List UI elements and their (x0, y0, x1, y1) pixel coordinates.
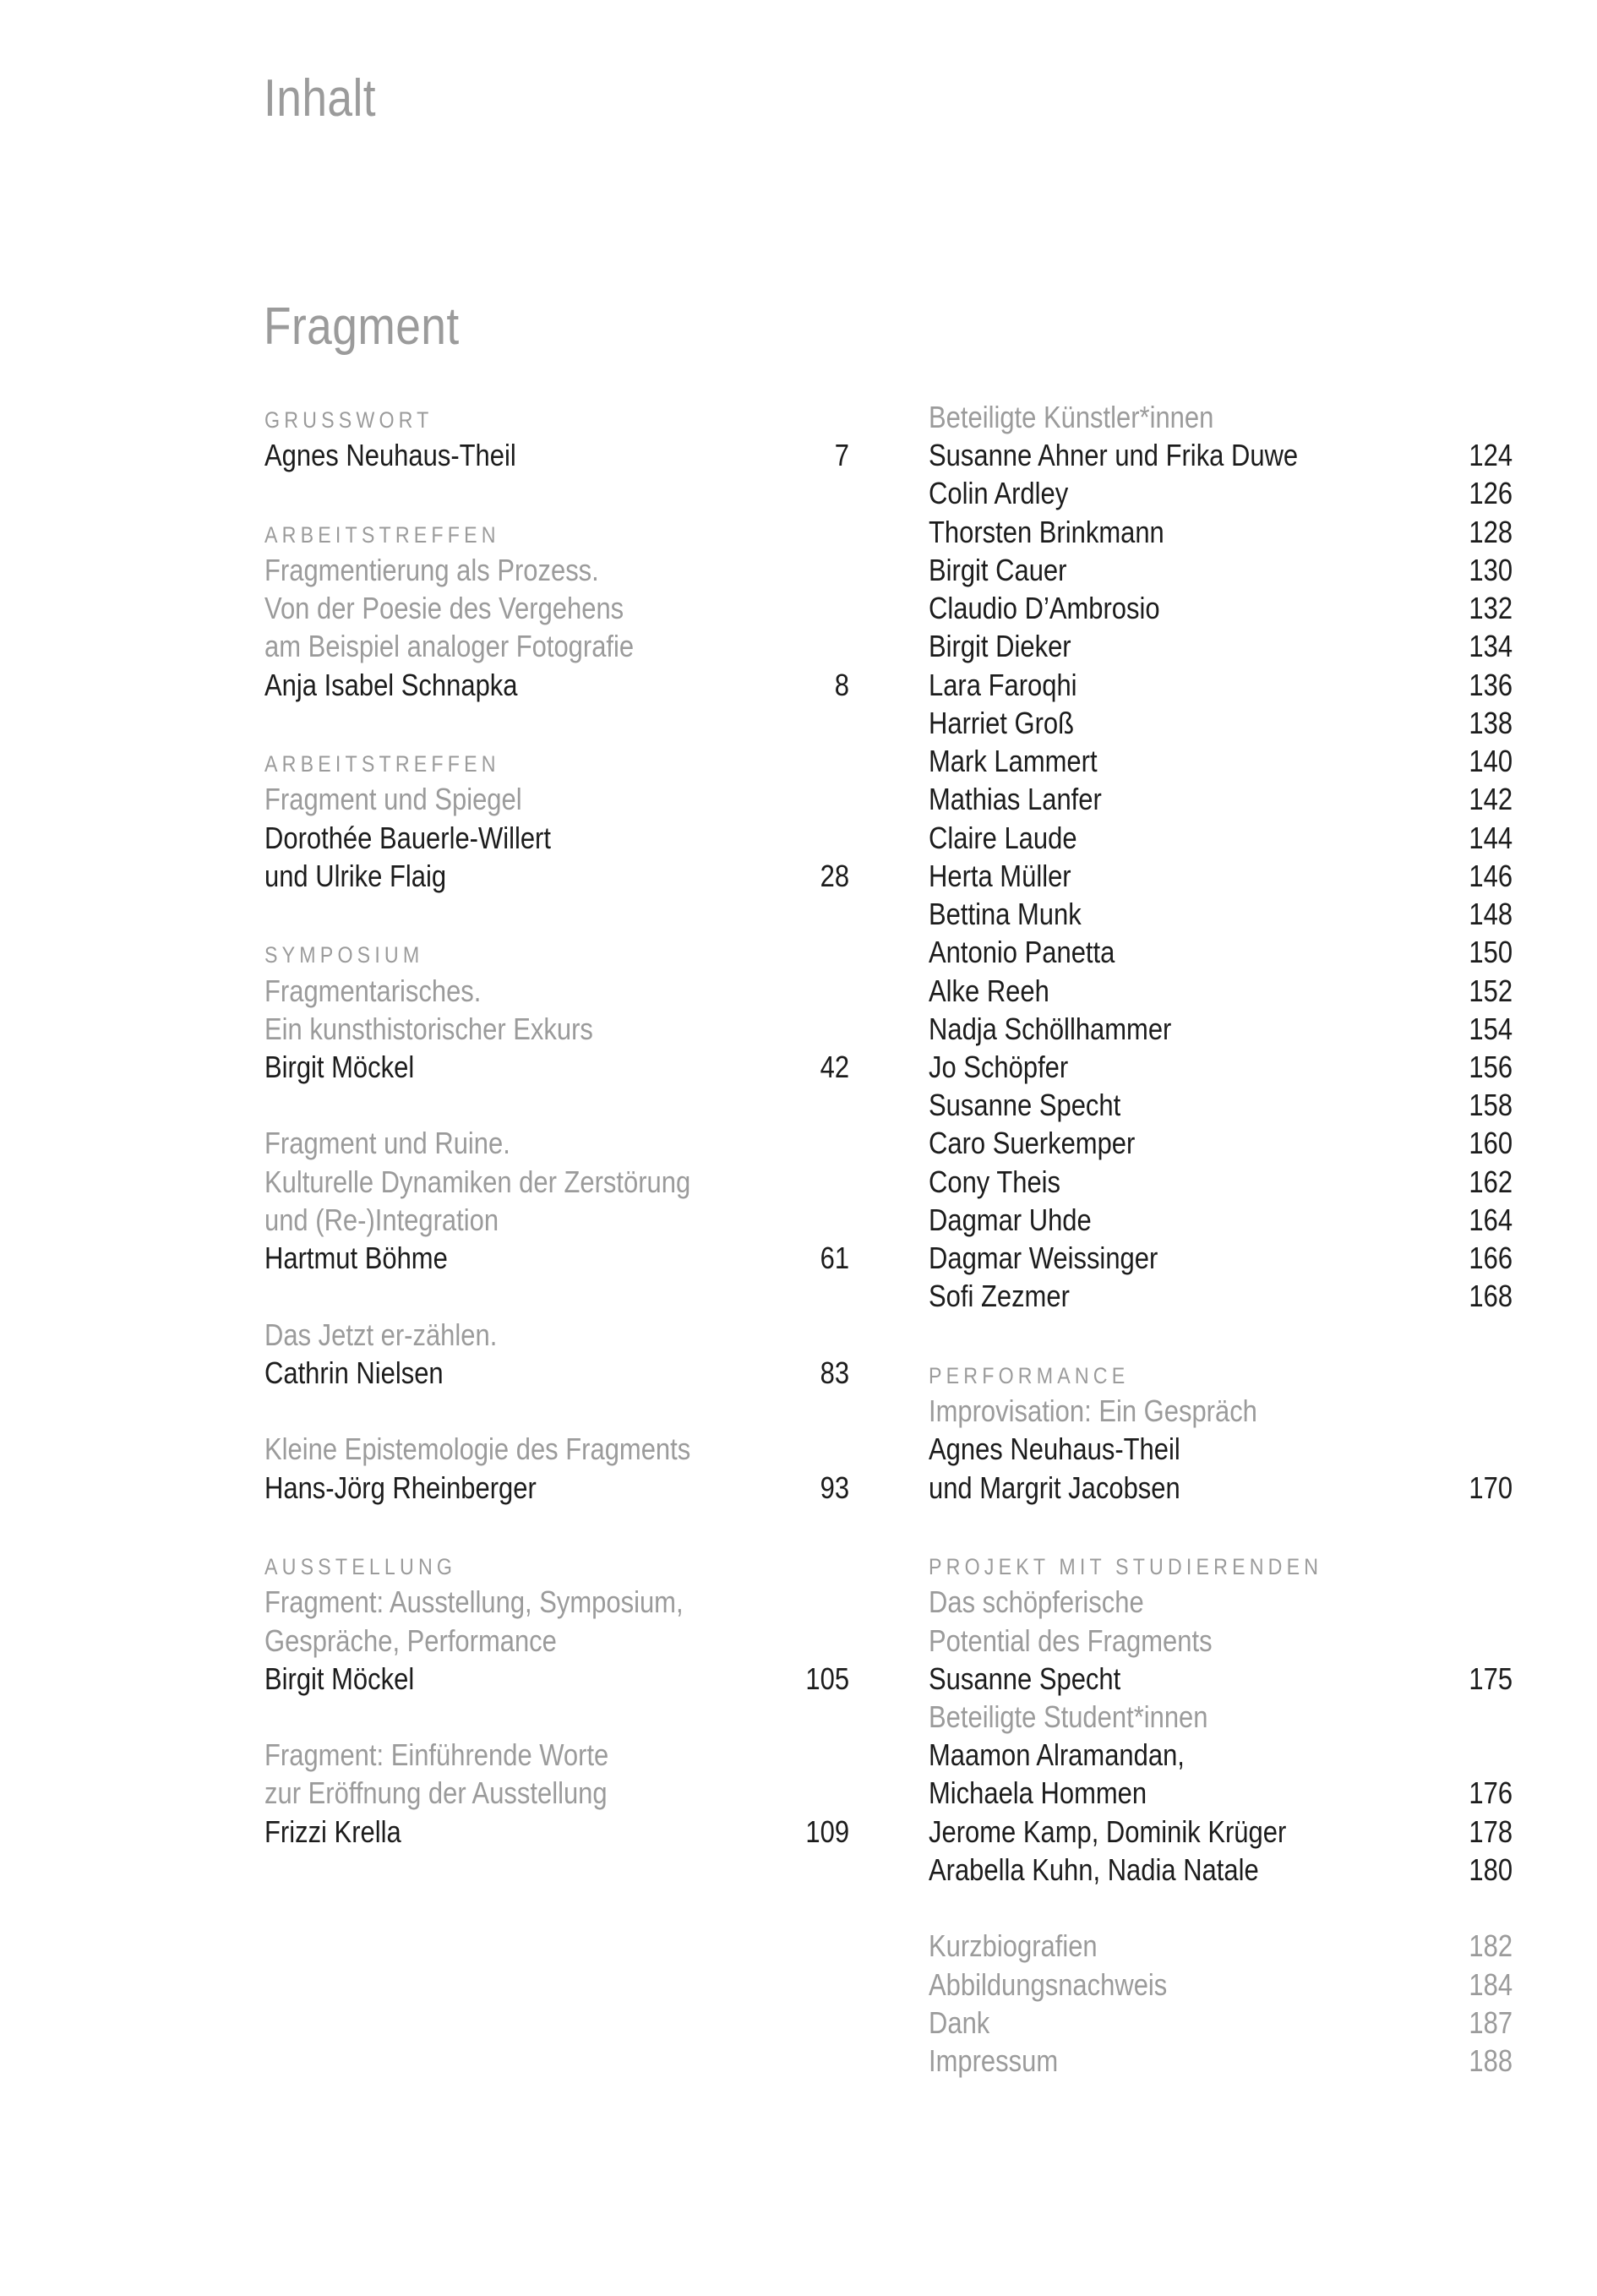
toc-text: Susanne Ahner und Frika Duwe (929, 438, 1299, 473)
page-number: 93 (820, 1470, 849, 1505)
toc-text: Agnes Neuhaus-Theil (929, 1432, 1180, 1467)
toc-entry-author[interactable] (929, 436, 1513, 474)
toc-section-label (264, 742, 849, 780)
toc-text: und (Re-)Integration (264, 1202, 499, 1237)
toc-entry-author[interactable] (264, 1239, 849, 1277)
toc-entry-title (264, 1583, 849, 1621)
toc-right-column (929, 398, 1513, 2080)
toc-entry-title (264, 589, 849, 627)
toc-text: und Ulrike Flaig (264, 858, 447, 893)
toc-text: Impressum (929, 2043, 1059, 2079)
toc-text: Jo Schöpfer (929, 1049, 1069, 1084)
toc-entry-title (929, 1392, 1513, 1430)
toc-entry-author[interactable] (929, 1239, 1513, 1277)
page-number: 126 (1469, 476, 1513, 511)
page-number: 170 (1469, 1470, 1513, 1505)
toc-text: Improvisation: Ein Gespräch (929, 1393, 1257, 1429)
toc-entry-author[interactable] (929, 1469, 1513, 1507)
toc-text: Agnes Neuhaus-Theil (264, 438, 516, 473)
toc-text: Sofi Zezmer (929, 1279, 1070, 1314)
spacer (264, 474, 849, 512)
toc-entry-author[interactable] (929, 742, 1513, 780)
spacer (264, 704, 849, 742)
toc-entry-author[interactable] (929, 857, 1513, 895)
toc-entry-title (264, 1774, 849, 1812)
toc-text: Kulturelle Dynamiken der Zerstörung (264, 1164, 691, 1199)
page-number: 42 (820, 1049, 849, 1084)
toc-entry-title (264, 972, 849, 1010)
toc-entry-author[interactable] (929, 780, 1513, 818)
toc-text: Cathrin Nielsen (264, 1355, 444, 1390)
toc-entry-author[interactable] (929, 666, 1513, 704)
toc-text: Birgit Cauer (929, 552, 1067, 587)
toc-entry-title (264, 627, 849, 665)
page-number: 8 (834, 667, 849, 702)
toc-text: Maamon Alramandan, (929, 1737, 1185, 1773)
toc-appendix-entry[interactable] (929, 2004, 1513, 2042)
toc-text: Fragment: Ausstellung, Symposium, (264, 1584, 684, 1620)
toc-text: Birgit Möckel (264, 1049, 415, 1084)
page-number: 158 (1469, 1088, 1513, 1123)
toc-text: Lara Faroqhi (929, 667, 1077, 702)
toc-text: Herta Müller (929, 858, 1071, 893)
toc-entry-title (264, 1201, 849, 1239)
toc-text: Das Jetzt er-zählen. (264, 1317, 498, 1352)
toc-entry-author[interactable] (929, 1813, 1513, 1851)
toc-entry-author[interactable] (929, 589, 1513, 627)
page-number: 178 (1469, 1813, 1513, 1849)
toc-text: Jerome Kamp, Dominik Krüger (929, 1813, 1287, 1849)
toc-text: Bettina Munk (929, 897, 1082, 932)
toc-text: Harriet Groß (929, 705, 1075, 740)
page-number: 28 (820, 858, 849, 893)
toc-appendix-entry[interactable] (929, 1966, 1513, 2004)
toc-entry-author[interactable] (929, 895, 1513, 933)
page-number: 109 (805, 1813, 849, 1849)
toc-entry-author[interactable] (929, 1851, 1513, 1889)
page-number: 140 (1469, 744, 1513, 779)
toc-text: Kurzbiografien (929, 1928, 1098, 1964)
toc-appendix-entry[interactable] (929, 2042, 1513, 2080)
page-title: Inhalt (264, 69, 377, 128)
toc-text: Kleine Epistemologie des Fragments (264, 1432, 691, 1467)
toc-text: Antonio Panetta (929, 935, 1115, 970)
toc-entry-author[interactable] (264, 857, 849, 895)
spacer (264, 895, 849, 933)
toc-text: Dank (929, 2004, 990, 2040)
toc-entry-title (264, 1430, 849, 1468)
toc-entry-author[interactable] (929, 1010, 1513, 1048)
toc-text: Dagmar Uhde (929, 1202, 1092, 1237)
toc-entry-author (929, 1430, 1513, 1468)
toc-entry-author (929, 1736, 1513, 1774)
page-number: 164 (1469, 1202, 1513, 1237)
toc-text: Susanne Specht (929, 1661, 1121, 1696)
toc-entry-author[interactable] (929, 627, 1513, 665)
toc-text: Birgit Dieker (929, 629, 1071, 664)
toc-entry-title (264, 1010, 849, 1048)
toc-text: Beteiligte Künstler*innen (929, 400, 1214, 434)
toc-section-label (264, 933, 849, 971)
page-number: 105 (805, 1661, 849, 1696)
page-number: 83 (820, 1355, 849, 1390)
toc-text: Ein kunsthistorischer Exkurs (264, 1011, 593, 1046)
toc-entry-author[interactable] (929, 1086, 1513, 1124)
spacer (264, 1392, 849, 1430)
toc-entry-author[interactable] (264, 1469, 849, 1507)
toc-text: ARBEITSTREFFEN (264, 521, 500, 548)
toc-text: Abbildungsnachweis (929, 1966, 1168, 2002)
toc-entry-author[interactable] (929, 972, 1513, 1010)
toc-text: GRUSSWORT (264, 407, 433, 433)
toc-text: Von der Poesie des Vergehens (264, 591, 624, 626)
toc-entry-title (264, 1736, 849, 1774)
toc-entry-author[interactable] (929, 1163, 1513, 1201)
toc-entry-author[interactable] (929, 1277, 1513, 1315)
toc-text: Caro Suerkemper (929, 1126, 1136, 1161)
toc-section-label (264, 398, 849, 436)
page-number: 176 (1469, 1775, 1513, 1811)
page-number: 168 (1469, 1279, 1513, 1314)
toc-entry-author[interactable] (264, 666, 849, 704)
toc-entry-author[interactable] (929, 1048, 1513, 1086)
toc-entry-author[interactable] (929, 704, 1513, 742)
page-number: 144 (1469, 820, 1513, 855)
page-number: 142 (1469, 782, 1513, 817)
page-number: 152 (1469, 973, 1513, 1008)
toc-text: Potential des Fragments (929, 1622, 1213, 1658)
toc-text: Birgit Möckel (264, 1661, 415, 1696)
toc-left-column (264, 398, 849, 1851)
toc-text: Fragment und Ruine. (264, 1126, 510, 1161)
spacer (264, 1277, 849, 1315)
toc-text: Mark Lammert (929, 744, 1098, 779)
page-number: 136 (1469, 667, 1513, 702)
spacer (264, 1086, 849, 1124)
toc-text: Fragment und Spiegel (264, 782, 522, 817)
toc-entry-title (929, 1698, 1513, 1736)
toc-entry-title (264, 780, 849, 818)
toc-entry-author[interactable] (264, 1660, 849, 1698)
page-number: 148 (1469, 897, 1513, 932)
toc-text: Thorsten Brinkmann (929, 514, 1164, 549)
toc-entry-author[interactable] (929, 933, 1513, 971)
page-number: 154 (1469, 1011, 1513, 1046)
toc-text: SYMPOSIUM (264, 942, 424, 968)
toc-entry-title (264, 1622, 849, 1660)
toc-section-label (264, 1545, 849, 1583)
toc-text: ARBEITSTREFFEN (264, 751, 500, 777)
toc-text: Das schöpferische (929, 1584, 1144, 1620)
toc-entry-title (929, 1583, 1513, 1621)
page-number: 162 (1469, 1164, 1513, 1199)
toc-entry-title (264, 1163, 849, 1201)
toc-entry-author[interactable] (929, 513, 1513, 551)
toc-text: Frizzi Krella (264, 1813, 401, 1849)
spacer (929, 1316, 1513, 1354)
toc-text: Gespräche, Performance (264, 1622, 557, 1658)
toc-text: Alke Reeh (929, 973, 1049, 1008)
toc-text: zur Eröffnung der Ausstellung (264, 1775, 608, 1811)
toc-text: am Beispiel analoger Fotografie (264, 629, 635, 664)
toc-entry-title (264, 1124, 849, 1162)
spacer (929, 1889, 1513, 1927)
toc-text: Dagmar Weissinger (929, 1241, 1158, 1276)
page-number: 187 (1469, 2004, 1513, 2040)
toc-text: Hartmut Böhme (264, 1241, 448, 1276)
toc-entry-title (929, 1622, 1513, 1660)
toc-entry-title (264, 1316, 849, 1354)
toc-section-label (264, 513, 849, 551)
page-number: 146 (1469, 858, 1513, 893)
toc-text: Anja Isabel Schnapka (264, 667, 518, 702)
toc-text: Colin Ardley (929, 476, 1069, 511)
page-number: 132 (1469, 591, 1513, 626)
page-number: 61 (820, 1241, 849, 1276)
page-number: 182 (1469, 1928, 1513, 1964)
toc-text: PERFORMANCE (929, 1362, 1130, 1388)
toc-text: Claire Laude (929, 820, 1077, 855)
page-number: 134 (1469, 629, 1513, 664)
toc-entry-author[interactable] (264, 436, 849, 474)
toc-section-label (929, 1545, 1513, 1583)
toc-text: Fragmentarisches. (264, 973, 482, 1008)
toc-entry-author (264, 819, 849, 857)
toc-entry-title (264, 551, 849, 589)
page-number: 184 (1469, 1966, 1513, 2002)
toc-entry-author[interactable] (264, 1354, 849, 1392)
page-number: 150 (1469, 935, 1513, 970)
toc-text: PROJEKT MIT STUDIERENDEN (929, 1554, 1323, 1580)
toc-text: Dorothée Bauerle-Willert (264, 820, 551, 855)
toc-text: Fragment: Einführende Worte (264, 1737, 609, 1773)
toc-text: Fragmentierung als Prozess. (264, 552, 599, 587)
toc-entry-author[interactable] (929, 1201, 1513, 1239)
toc-section-label (929, 1354, 1513, 1392)
toc-appendix-entry[interactable] (929, 1927, 1513, 1965)
toc-text: Hans-Jörg Rheinberger (264, 1470, 537, 1505)
page-number: 7 (834, 438, 849, 473)
toc-entry-author[interactable] (929, 1774, 1513, 1812)
toc-text: AUSSTELLUNG (264, 1554, 457, 1580)
page-number: 188 (1469, 2043, 1513, 2079)
toc-entry-author[interactable] (929, 1660, 1513, 1698)
toc-entry-author[interactable] (929, 474, 1513, 512)
toc-entry-author[interactable] (929, 819, 1513, 857)
page-number: 166 (1469, 1241, 1513, 1276)
page-number: 130 (1469, 552, 1513, 587)
toc-text: und Margrit Jacobsen (929, 1470, 1180, 1505)
toc-text: Beteiligte Student*innen (929, 1699, 1208, 1734)
toc-entry-author[interactable] (264, 1048, 849, 1086)
toc-text: Claudio D’Ambrosio (929, 591, 1160, 626)
page-number: 180 (1469, 1852, 1513, 1887)
spacer (929, 1507, 1513, 1545)
toc-text: Susanne Specht (929, 1088, 1121, 1123)
toc-entry-author[interactable] (929, 551, 1513, 589)
page-number: 124 (1469, 438, 1513, 473)
toc-text: Nadja Schöllhammer (929, 1011, 1172, 1046)
toc-text: Arabella Kuhn, Nadia Natale (929, 1852, 1259, 1887)
spacer (264, 1507, 849, 1545)
book-title: Fragment (264, 297, 460, 356)
spacer (264, 1698, 849, 1736)
toc-entry-author[interactable] (264, 1813, 849, 1851)
toc-entry-title (929, 398, 1513, 436)
toc-entry-author[interactable] (929, 1124, 1513, 1162)
page-number: 160 (1469, 1126, 1513, 1161)
toc-text: Michaela Hommen (929, 1775, 1147, 1811)
toc-text: Mathias Lanfer (929, 782, 1102, 817)
page-number: 175 (1469, 1661, 1513, 1696)
page-number: 156 (1469, 1049, 1513, 1084)
page-number: 128 (1469, 514, 1513, 549)
page-number: 138 (1469, 705, 1513, 740)
toc-text: Cony Theis (929, 1164, 1061, 1199)
